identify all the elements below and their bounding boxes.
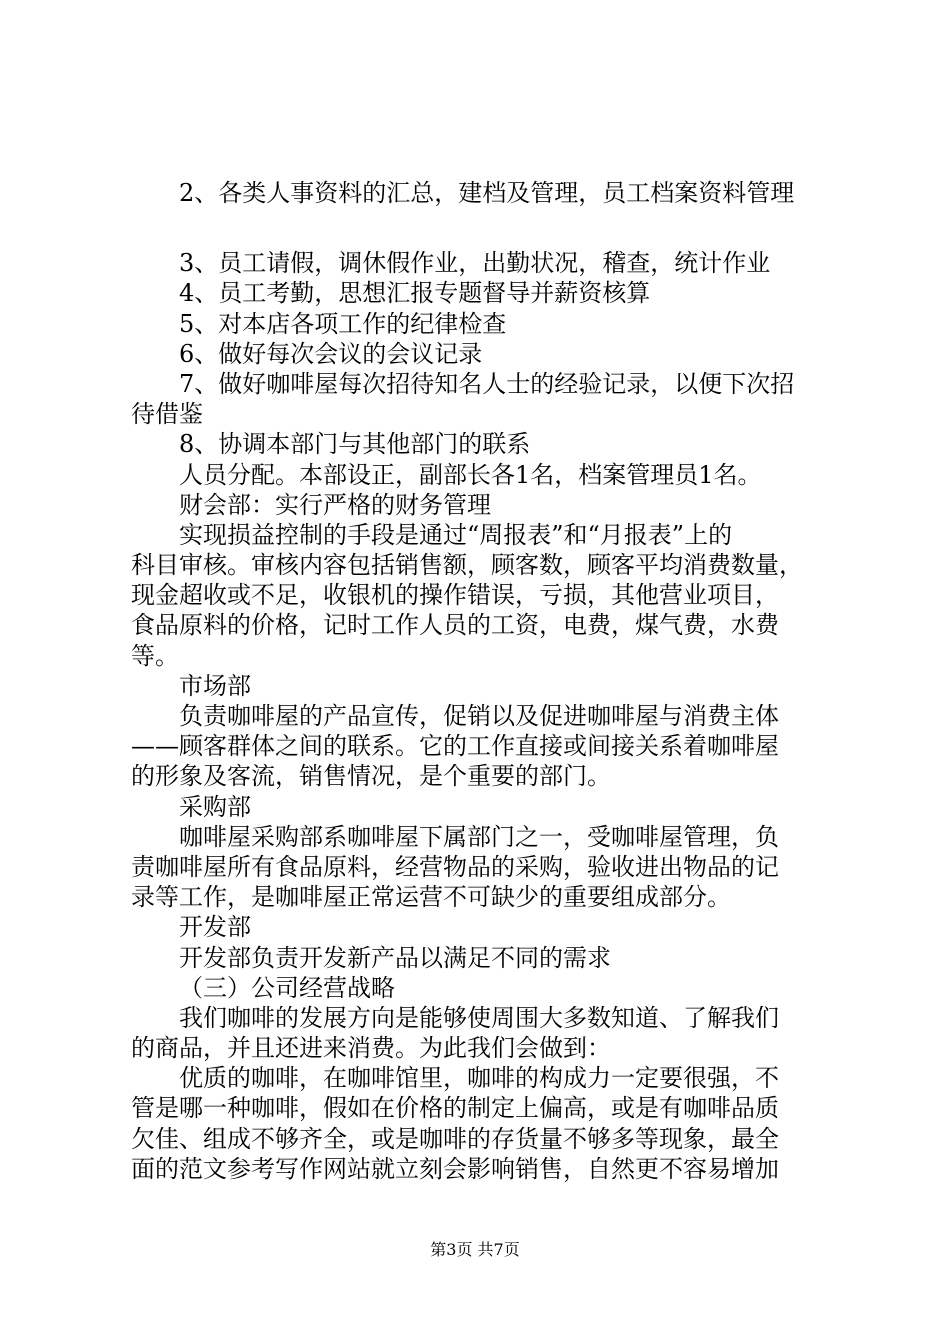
- page-number-footer: 第3页 共7页: [430, 1240, 520, 1259]
- text-line: 负责咖啡屋的产品宣传，促销以及促进咖啡屋与消费主体: [179, 702, 779, 730]
- section-heading: 市场部: [179, 671, 251, 700]
- section-heading: （三）公司经营战略: [179, 973, 395, 1002]
- text-line: 7、做好咖啡屋每次招待知名人士的经验记录，以便下次招: [179, 369, 795, 398]
- text-line: 欠佳、组成不够齐全，或是咖啡的存货量不够多等现象，最全: [131, 1124, 779, 1153]
- text-line: 等。: [131, 641, 179, 670]
- text-line: 咖啡屋采购部系咖啡屋下属部门之一，受咖啡屋管理，负: [179, 822, 779, 851]
- section-heading: 采购部: [179, 792, 251, 821]
- text-line: 6、做好每次会议的会议记录: [179, 339, 483, 368]
- text-line: 2、各类人事资料的汇总，建档及管理，员工档案资料管理: [179, 179, 795, 207]
- text-line: 实现损益控制的手段是通过“周报表”和“月报表”上的: [179, 520, 733, 549]
- text-line: 科目审核。审核内容包括销售额，顾客数，顾客平均消费数量，: [131, 551, 803, 580]
- text-line: 食品原料的价格，记时工作人员的工资，电费，煤气费，水费: [131, 611, 779, 640]
- text-line: 我们咖啡的发展方向是能够使周围大多数知道、了解我们: [179, 1003, 779, 1032]
- text-line: 现金超收或不足，收银机的操作错误，亏损，其他营业项目，: [131, 581, 779, 610]
- document-body: [131, 178, 831, 1184]
- text-line: 优质的咖啡，在咖啡馆里，咖啡的构成力一定要很强，不: [179, 1064, 779, 1093]
- text-line: 的形象及客流，销售情况，是个重要的部门。: [131, 762, 611, 791]
- section-heading: 开发部: [179, 913, 251, 942]
- text-line: 5、对本店各项工作的纪律检查: [179, 309, 507, 338]
- text-line: 责咖啡屋所有食品原料，经营物品的采购，验收进出物品的记: [131, 852, 779, 881]
- text-line: 录等工作，是咖啡屋正常运营不可缺少的重要组成部分。: [131, 883, 731, 912]
- text-line: 4、员工考勤，思想汇报专题督导并薪资核算: [179, 279, 651, 308]
- text-line: 3、员工请假，调休假作业，出勤状况，稽查，统计作业: [179, 249, 771, 278]
- text-line: 8、协调本部门与其他部门的联系: [179, 430, 531, 459]
- text-line: 的商品，并且还进来消费。为此我们会做到：: [131, 1034, 611, 1063]
- section-heading: 财会部：实行严格的财务管理: [179, 490, 491, 519]
- text-line: 面的范文参考写作网站就立刻会影响销售，自然更不容易增加: [131, 1154, 779, 1183]
- text-line: ——顾客群体之间的联系。它的工作直接或间接关系着咖啡屋: [131, 732, 779, 761]
- text-line: 待借鉴: [131, 400, 203, 429]
- text-line: 人员分配。本部设正，副部长各1名，档案管理员1名。: [179, 460, 762, 489]
- paragraph-gap: [131, 208, 831, 248]
- text-line: 开发部负责开发新产品以满足不同的需求: [179, 943, 611, 972]
- text-line: 管是哪一种咖啡，假如在价格的制定上偏高，或是有咖啡品质: [131, 1094, 779, 1123]
